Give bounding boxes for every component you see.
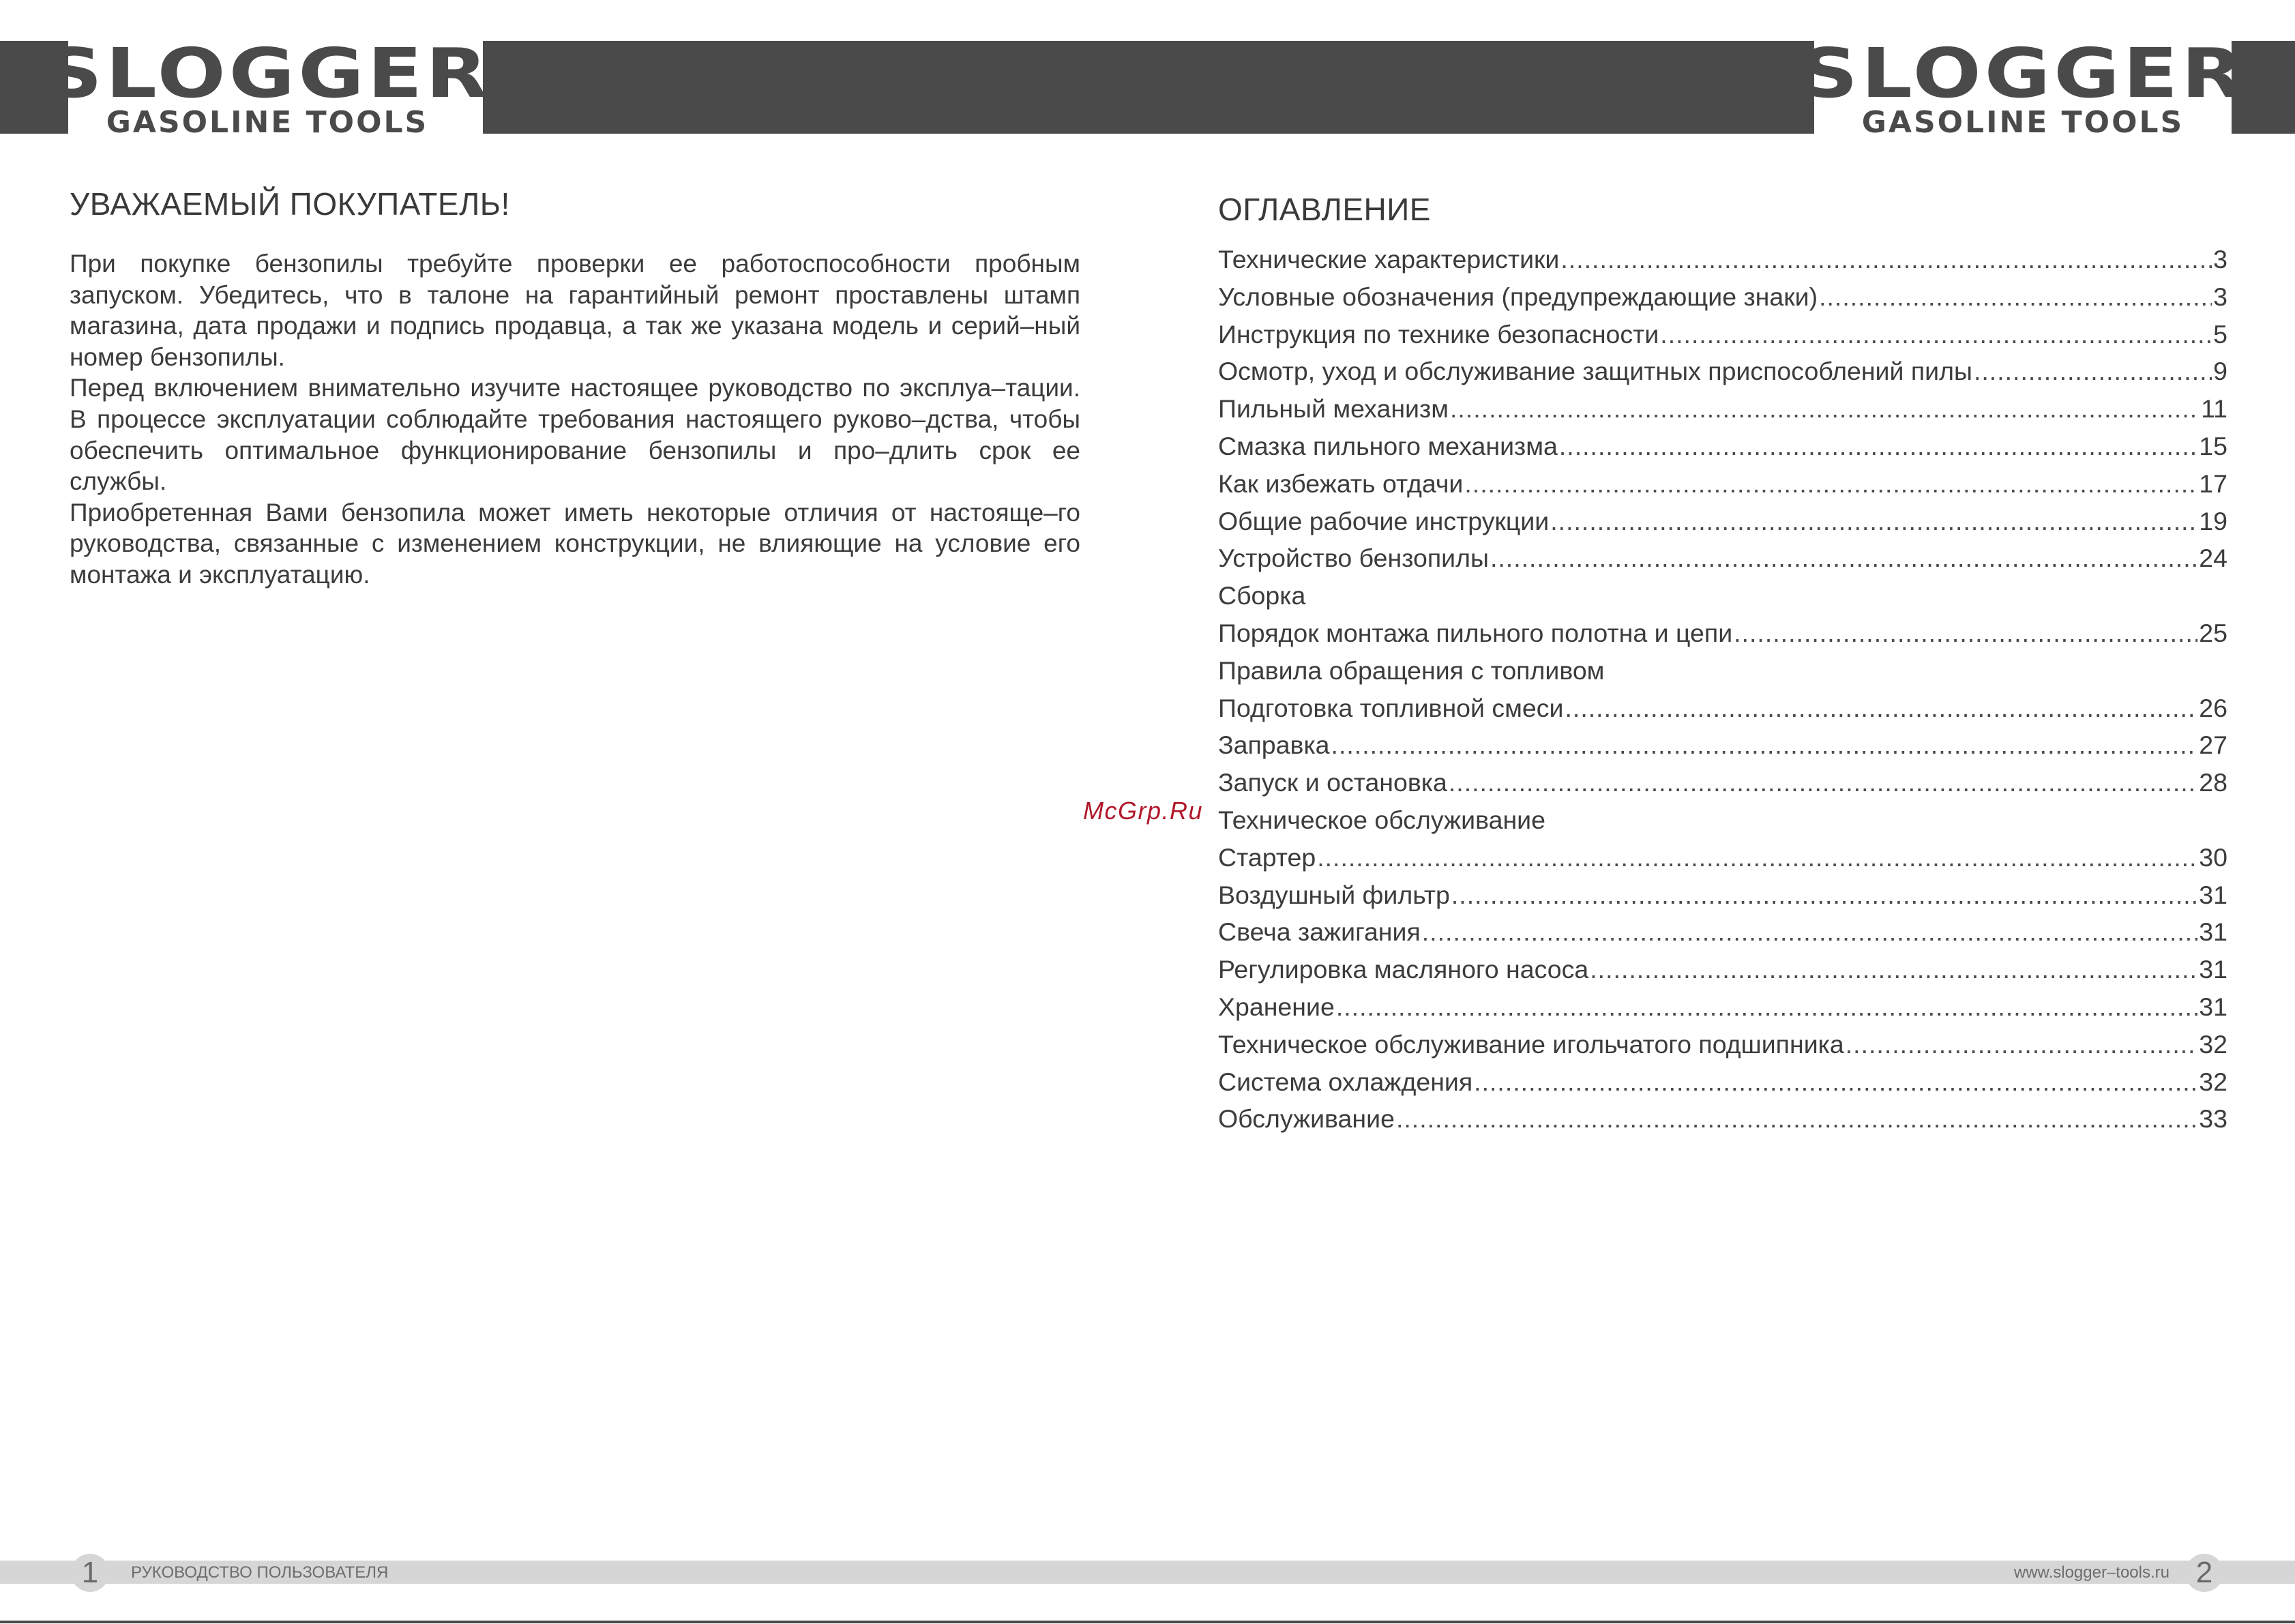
logo-tagline: GASOLINE TOOLS <box>106 105 429 140</box>
toc-leader-dots <box>1451 876 2197 914</box>
logo-right <box>1799 33 2247 140</box>
toc-item-label: Пильный механизм <box>1218 394 1449 424</box>
toc-item[interactable] <box>1218 913 2227 951</box>
toc-item[interactable] <box>1218 951 2227 988</box>
toc-item[interactable] <box>1218 577 2227 615</box>
toc-item[interactable] <box>1218 316 2227 353</box>
toc-item-page: 3 <box>2213 282 2227 311</box>
footer-website[interactable]: www.slogger–tools.ru <box>2013 1563 2170 1582</box>
toc-item-label: Технические характеристики <box>1218 245 1560 274</box>
toc-title: ОГЛАВЛЕНИЕ <box>1218 192 1431 227</box>
page-number-left: 1 <box>71 1554 109 1592</box>
toc-item-page: 31 <box>2199 917 2227 947</box>
toc-item-label: Подготовка топливной смеси <box>1218 693 1564 722</box>
toc-item[interactable] <box>1218 764 2227 801</box>
toc-item[interactable] <box>1218 241 2227 278</box>
toc-item-label: Техническое обслуживание игольчатого подшипника <box>1218 1029 1844 1059</box>
logo-tagline: GASOLINE TOOLS <box>1861 105 2185 140</box>
logo-brand: SLOGGER <box>1799 33 2247 113</box>
toc-leader-dots <box>1317 839 2197 876</box>
toc-item[interactable] <box>1218 390 2227 428</box>
toc-item-page: 31 <box>2199 955 2227 984</box>
toc-item-label: Обслуживание <box>1218 1104 1395 1134</box>
toc-item-label: Осмотр, уход и обслуживание защитных приспособлений пилы <box>1218 357 1972 386</box>
toc-item[interactable] <box>1218 540 2227 577</box>
toc-item-label: Сборка <box>1218 581 1306 610</box>
toc-leader-dots <box>1396 1100 2197 1138</box>
toc-item-label: Инструкция по технике безопасности <box>1218 319 1659 349</box>
toc-leader-dots <box>1550 503 2197 540</box>
toc-item-page: 31 <box>2199 992 2227 1021</box>
toc-leader-dots <box>1560 241 2212 278</box>
toc-leader-dots <box>1846 1026 2198 1063</box>
toc-item-page: 11 <box>2201 394 2227 424</box>
toc-item[interactable] <box>1218 690 2227 727</box>
toc-item-page: 19 <box>2199 506 2227 535</box>
toc-item-page: 17 <box>2199 469 2227 498</box>
toc-leader-dots <box>1336 988 2197 1026</box>
toc-leader-dots <box>1464 465 2197 503</box>
toc-item-label: Общие рабочие инструкции <box>1218 506 1550 535</box>
header-bar-middle <box>483 41 1814 134</box>
toc-item-page: 9 <box>2213 357 2227 386</box>
toc-leader-dots <box>1590 951 2197 988</box>
toc-item-label: Воздушный фильтр <box>1218 880 1450 909</box>
toc-item[interactable] <box>1218 726 2227 764</box>
intro-title: УВАЖАЕМЫЙ ПОКУПАТЕЛЬ! <box>70 186 510 222</box>
toc-item[interactable] <box>1218 839 2227 876</box>
toc-item-page: 26 <box>2199 693 2227 722</box>
intro-paragraph: При покупке бензопилы требуйте проверки ее работоспособности пробным запуском. Убедитесь, что в талоне на гарантийный ремонт проставлены штамп магазина, дата продажи и подпись продавца, а так же указана модель и серий–ный номер бензопилы. <box>70 250 1080 371</box>
toc-item-page: 33 <box>2199 1104 2227 1134</box>
toc-leader-dots <box>1422 913 2198 951</box>
toc-item-label: Устройство бензопилы <box>1218 544 1489 573</box>
toc-item-label: Порядок монтажа пильного полотна и цепи <box>1218 618 1733 647</box>
toc-item-page: 24 <box>2199 544 2227 573</box>
toc-item-label: Система охлаждения <box>1218 1067 1473 1096</box>
intro-paragraph: Перед включением внимательно изучите настоящее руководство по эксплуа–тации. В процессе эксплуатации соблюдайте требования настоящего руково–дства, чтобы обеспечить оптимальное функционирование бензопилы и про–длить срок ее службы. <box>70 374 1080 496</box>
watermark: McGrp.Ru <box>1083 797 1204 825</box>
toc-item[interactable] <box>1218 503 2227 540</box>
toc-item-label: Как избежать отдачи <box>1218 469 1464 498</box>
toc-item-label: Техническое обслуживание <box>1218 805 1545 834</box>
intro-text <box>70 248 1080 591</box>
toc-item[interactable] <box>1218 652 2227 690</box>
toc-item[interactable] <box>1218 428 2227 465</box>
toc-leader-dots <box>1474 1063 2197 1101</box>
toc-item-label: Регулировка масляного насоса <box>1218 955 1589 984</box>
toc-item[interactable] <box>1218 1063 2227 1101</box>
toc-item[interactable] <box>1218 353 2227 390</box>
toc-item-label: Запуск и остановка <box>1218 768 1447 797</box>
toc-item-page: 31 <box>2199 880 2227 909</box>
toc-item[interactable] <box>1218 876 2227 914</box>
toc-item-page: 3 <box>2213 245 2227 274</box>
toc-item[interactable] <box>1218 615 2227 652</box>
toc-leader-dots <box>1449 764 2197 801</box>
toc-item-page: 25 <box>2199 618 2227 647</box>
logo-left <box>44 33 491 140</box>
toc-item-page: 32 <box>2199 1029 2227 1059</box>
toc-leader-dots <box>1565 690 2197 727</box>
page-number-right: 2 <box>2185 1554 2223 1592</box>
toc-item-page: 15 <box>2199 431 2227 460</box>
footer-manual-title: РУКОВОДСТВО ПОЛЬЗОВАТЕЛЯ <box>131 1563 389 1582</box>
toc-item-label: Правила обращения с топливом <box>1218 655 1605 685</box>
toc-item-page: 28 <box>2199 768 2227 797</box>
toc-item-page: 5 <box>2213 319 2227 349</box>
toc-item-label: Условные обозначения (предупреждающие знаки) <box>1218 282 1818 311</box>
table-of-contents <box>1218 241 2227 1138</box>
toc-leader-dots <box>1734 615 2197 652</box>
toc-item[interactable] <box>1218 801 2227 839</box>
toc-item[interactable] <box>1218 1026 2227 1063</box>
toc-leader-dots <box>1660 316 2212 353</box>
toc-item-page: 27 <box>2199 730 2227 760</box>
bottom-rule <box>0 1621 2295 1623</box>
logo-brand: SLOGGER <box>44 33 491 113</box>
toc-item[interactable] <box>1218 278 2227 316</box>
toc-leader-dots <box>1450 390 2200 428</box>
toc-item-label: Стартер <box>1218 842 1316 872</box>
toc-leader-dots <box>1331 726 2198 764</box>
toc-leader-dots <box>1559 428 2197 465</box>
toc-item[interactable] <box>1218 1100 2227 1138</box>
intro-paragraph: Приобретенная Вами бензопила может иметь некоторые отличия от настояще–го руководства, связанные с изменением конструкции, не влияющие на условие его монтажа и эксплуатацию. <box>70 498 1080 589</box>
toc-item-page: 30 <box>2199 842 2227 872</box>
toc-leader-dots <box>1819 278 2212 316</box>
toc-item-label: Смазка пильного механизма <box>1218 431 1558 460</box>
toc-item-label: Свеча зажигания <box>1218 917 1421 947</box>
toc-item[interactable] <box>1218 988 2227 1026</box>
toc-leader-dots <box>1974 353 2212 390</box>
toc-item[interactable] <box>1218 465 2227 503</box>
toc-item-page: 32 <box>2199 1067 2227 1096</box>
toc-item-label: Заправка <box>1218 730 1330 760</box>
toc-item-label: Хранение <box>1218 992 1335 1021</box>
toc-leader-dots <box>1490 540 2197 577</box>
